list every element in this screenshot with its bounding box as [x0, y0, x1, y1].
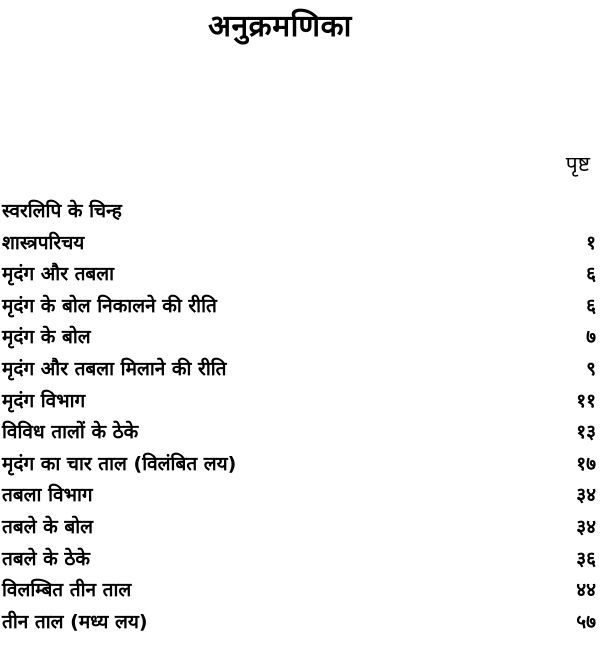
toc-entry-label: तबला विभाग — [2, 484, 93, 507]
toc-entry — [2, 480, 596, 512]
toc-entry-page: ६ — [586, 294, 596, 317]
toc-entry-label: विविध तालों के ठेके — [2, 421, 139, 444]
toc-entry — [2, 449, 596, 481]
toc-entry-label: तबले के बोल — [2, 515, 94, 538]
toc-entry-page: ६ — [586, 263, 596, 286]
toc-entry — [2, 544, 596, 576]
toc-entry — [2, 354, 596, 386]
page-title: अनुक्रमणिका — [208, 9, 352, 44]
toc-entry — [2, 512, 596, 544]
toc-entry — [2, 196, 596, 228]
toc-entry — [2, 259, 596, 291]
toc-entry — [2, 575, 596, 607]
toc-entry-label: तीन ताल (मध्य लय) — [2, 610, 148, 633]
toc-entry-page: १७ — [576, 452, 596, 475]
toc-entry — [2, 386, 596, 418]
page-number-column-header: पृष्ट — [565, 152, 590, 176]
toc-entry-label: मृदंग के बोल — [2, 326, 91, 349]
toc-entry — [2, 291, 596, 323]
toc-entry-label: मृदंग के बोल निकालने की रीति — [2, 294, 217, 317]
toc-entry-label: तबले के ठेके — [2, 547, 91, 570]
toc-entry — [2, 322, 596, 354]
toc-entry-label: मृदंग का चार ताल (विलंबित लय) — [2, 452, 237, 475]
toc-entry-page: ३४ — [576, 515, 596, 538]
toc-entry-page: ५७ — [576, 610, 596, 633]
toc-entry-page: ३४ — [576, 484, 596, 507]
table-of-contents — [2, 196, 596, 638]
toc-entry-label: मृदंग विभाग — [2, 389, 86, 412]
toc-entry-page: ७ — [586, 326, 596, 349]
toc-entry-page: ४४ — [576, 579, 596, 602]
toc-entry — [2, 417, 596, 449]
toc-entry-page: १३ — [576, 421, 596, 444]
toc-entry-label: विलम्बित तीन ताल — [2, 579, 132, 602]
toc-entry-label: स्वरलिपि के चिन्ह — [2, 200, 122, 222]
toc-entry — [2, 607, 596, 639]
toc-entry-page: ३६ — [576, 547, 596, 570]
toc-entry-label: मृदंग और तबला — [2, 263, 115, 286]
toc-entry — [2, 228, 596, 260]
toc-entry-label: मृदंग और तबला मिलाने की रीति — [2, 357, 227, 380]
toc-entry-label: शास्त्रपरिचय — [2, 231, 85, 254]
toc-entry-page: १ — [586, 231, 596, 254]
toc-entry-page: ११ — [576, 389, 596, 412]
toc-entry-page: ९ — [586, 357, 596, 380]
